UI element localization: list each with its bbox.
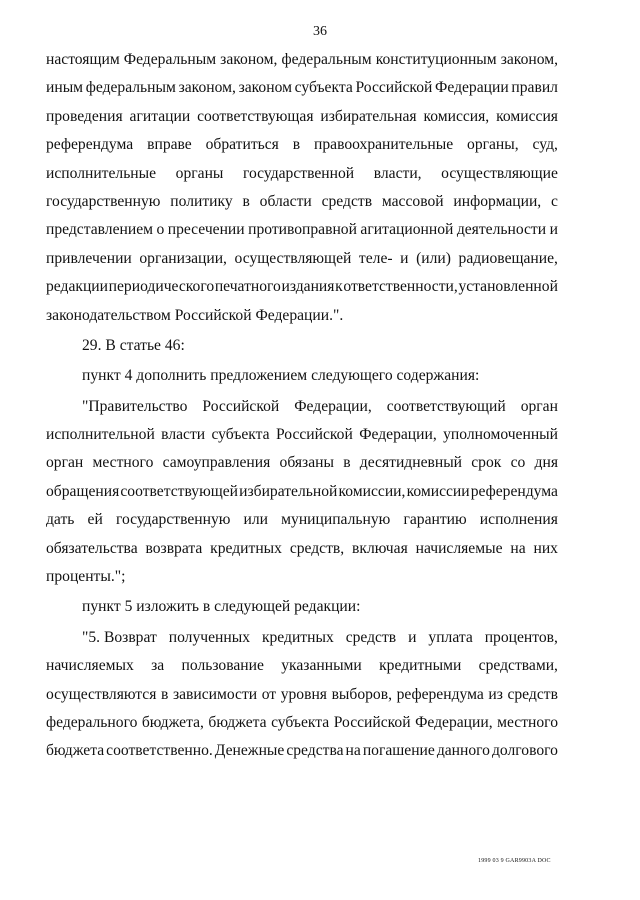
word: комиссия, — [423, 107, 490, 125]
word: субъекта — [294, 79, 353, 97]
word: местного — [92, 454, 154, 472]
word: власти, — [373, 164, 422, 182]
paragraph — [46, 624, 558, 766]
word: процентов, — [484, 628, 558, 646]
text-line — [46, 393, 558, 421]
word: обратиться — [205, 136, 279, 154]
word: "Правительство — [82, 397, 188, 415]
word: конституционным — [375, 51, 497, 68]
word: референдума — [396, 685, 484, 703]
word: долгового — [491, 742, 558, 760]
text-line — [46, 188, 558, 216]
word: государственную — [46, 192, 161, 210]
word: осуществляются — [46, 685, 157, 703]
text-line — [46, 103, 558, 131]
word: за — [151, 657, 165, 675]
word: орган — [46, 454, 84, 472]
word: Федерации — [435, 79, 509, 97]
word: избирательной — [239, 482, 338, 500]
word: бюджета, — [141, 713, 204, 731]
text-line — [46, 449, 558, 477]
text-line — [46, 535, 558, 563]
word: выборов, — [331, 685, 392, 703]
word: агитации — [129, 107, 191, 125]
text-line — [46, 563, 558, 591]
word: законом, — [178, 79, 236, 97]
word: о — [156, 221, 165, 239]
word: деятельности — [456, 221, 547, 239]
word: соответствующая — [197, 107, 314, 125]
word: дать — [46, 511, 75, 529]
word: данного — [436, 742, 490, 760]
word: самоуправления — [162, 454, 271, 472]
word: противоправной — [248, 221, 357, 239]
word: местного — [497, 713, 558, 731]
text-line — [46, 332, 558, 360]
paragraph — [46, 332, 558, 360]
text-line — [46, 681, 558, 709]
word: политику — [170, 192, 233, 210]
text-line — [46, 478, 558, 506]
word: Федеральным — [123, 51, 217, 68]
paragraph — [46, 593, 558, 621]
word: федеральным — [281, 51, 372, 68]
word: Российской — [333, 713, 411, 731]
word: на — [510, 539, 526, 557]
word: бюджета — [208, 713, 267, 731]
word: вправе — [147, 136, 192, 154]
word: референдума — [470, 482, 558, 500]
word: пресечении — [167, 221, 245, 239]
word: средств, — [289, 539, 345, 557]
word: кредитных — [261, 628, 334, 646]
word: агитационной — [360, 221, 454, 239]
word: средства — [286, 742, 344, 760]
word: законодательством Российской Федерации.". — [46, 306, 344, 324]
word: средств — [321, 192, 373, 210]
word: кредитными — [379, 657, 462, 675]
word: настоящим — [46, 51, 120, 68]
word: субъекта — [211, 426, 270, 444]
word: в — [292, 136, 301, 154]
word: уплата — [428, 628, 473, 646]
word: Федерации, — [294, 397, 372, 415]
word: избирательная — [320, 107, 417, 125]
word: законом, — [220, 51, 278, 68]
word: и — [408, 628, 417, 646]
word: средствами, — [478, 657, 558, 675]
word: комиссии — [406, 482, 470, 500]
word: федеральным — [85, 79, 176, 97]
word: погашение — [362, 742, 435, 760]
word: исполнения — [479, 511, 558, 529]
word: проценты."; — [46, 568, 126, 586]
word: со — [510, 454, 526, 472]
text-line — [46, 216, 558, 244]
text-line — [46, 74, 558, 102]
word: федерального — [46, 713, 138, 731]
word: суд, — [532, 136, 558, 154]
word: пункт 4 дополнить предложением следующего содержания: — [82, 367, 480, 385]
word: "5. Возврат — [82, 628, 157, 646]
word: из — [488, 685, 503, 703]
word: Федерации, — [359, 426, 437, 444]
text-line — [46, 245, 558, 273]
word: муниципальную — [281, 511, 391, 529]
word: издания — [281, 278, 335, 296]
word: включая — [352, 539, 408, 557]
word: информации, — [453, 192, 542, 210]
text-line — [46, 302, 558, 330]
word: и — [400, 249, 409, 267]
word: соответствующий — [386, 397, 506, 415]
word: в — [242, 192, 250, 210]
word: возврата — [145, 539, 203, 557]
word: правоохранительные — [314, 136, 454, 154]
word: государственной — [242, 164, 355, 182]
word: комиссии, — [338, 482, 406, 500]
text-line — [46, 46, 558, 74]
text-line — [46, 506, 558, 534]
word: привлечении — [46, 249, 132, 267]
word: радиовещание, — [458, 249, 558, 267]
word: правил — [511, 79, 558, 97]
page-number: 36 — [313, 24, 327, 39]
word: начисляемых — [46, 657, 134, 675]
word: власти — [161, 426, 206, 444]
text-line — [46, 160, 558, 188]
word: соответствующей — [120, 482, 238, 500]
word: уровня — [280, 685, 327, 703]
word: периодического — [108, 278, 215, 296]
word: ей — [87, 511, 103, 529]
word: комиссия — [496, 107, 558, 125]
word: от — [261, 685, 277, 703]
word: проведения — [46, 107, 123, 125]
text-line — [46, 362, 558, 390]
word: установленной — [458, 278, 558, 296]
word: государственную — [115, 511, 231, 529]
word: обязаны — [279, 454, 334, 472]
word: иным — [46, 79, 84, 97]
text-line — [46, 652, 558, 680]
word: организации, — [139, 249, 227, 267]
word: на — [345, 742, 361, 760]
word: исполнительной — [46, 426, 155, 444]
word: исполнительные — [46, 164, 157, 182]
word: референдума — [46, 136, 134, 154]
word: пункт 5 изложить в следующей редакции: — [82, 598, 361, 616]
word: начисляемые — [415, 539, 503, 557]
document-footer: 1999 03 9 GAR9903A DOC — [478, 858, 551, 864]
word: Российской — [275, 426, 353, 444]
word: осуществляющие — [441, 164, 558, 182]
text-line — [46, 624, 558, 652]
text-line — [46, 131, 558, 159]
word: области — [259, 192, 312, 210]
word: кредитных — [210, 539, 282, 557]
word: обращения — [46, 482, 120, 500]
word: дня — [534, 454, 558, 472]
word: к — [335, 278, 343, 296]
text-line — [46, 421, 558, 449]
word: законом — [238, 79, 292, 97]
word: массовой — [381, 192, 444, 210]
word: средств — [345, 628, 397, 646]
word: срок — [471, 454, 502, 472]
document-body — [46, 46, 558, 766]
word: редакции — [46, 278, 108, 296]
word: и — [549, 221, 558, 239]
word: в — [343, 454, 351, 472]
word: пользование — [181, 657, 264, 675]
text-line — [46, 273, 558, 301]
word: них — [533, 539, 558, 557]
word: бюджета — [46, 742, 105, 760]
word: Денежные — [214, 742, 285, 760]
word: Российской — [355, 79, 433, 97]
word: полученных — [168, 628, 250, 646]
word: с — [551, 192, 558, 210]
word: теле- — [358, 249, 393, 267]
word: указанными — [281, 657, 362, 675]
paragraph — [46, 362, 558, 390]
word: или — [243, 511, 269, 529]
word: средств — [507, 685, 558, 703]
text-line — [46, 709, 558, 737]
word: субъекта — [271, 713, 330, 731]
word: обязательства — [46, 539, 138, 557]
word: Российской — [202, 397, 280, 415]
word: зависимости — [172, 685, 258, 703]
word: печатного — [214, 278, 281, 296]
word: десятидневный — [359, 454, 463, 472]
text-line — [46, 593, 558, 621]
paragraph — [46, 46, 558, 330]
word: органы, — [467, 136, 519, 154]
text-line — [46, 737, 558, 765]
word: 29. В статье 46: — [82, 336, 185, 354]
word: ответственности, — [343, 278, 458, 296]
word: Федерации, — [415, 713, 493, 731]
word: органы — [175, 164, 224, 182]
word: (или) — [416, 249, 451, 267]
word: орган — [520, 397, 558, 415]
word: представлением — [46, 221, 153, 239]
paragraph — [46, 393, 558, 592]
word: законом, — [500, 51, 558, 68]
word: гарантию — [403, 511, 467, 529]
word: соответственно. — [106, 742, 213, 760]
word: в — [160, 685, 169, 703]
word: осуществляющей — [234, 249, 352, 267]
word: уполномоченный — [443, 426, 558, 444]
